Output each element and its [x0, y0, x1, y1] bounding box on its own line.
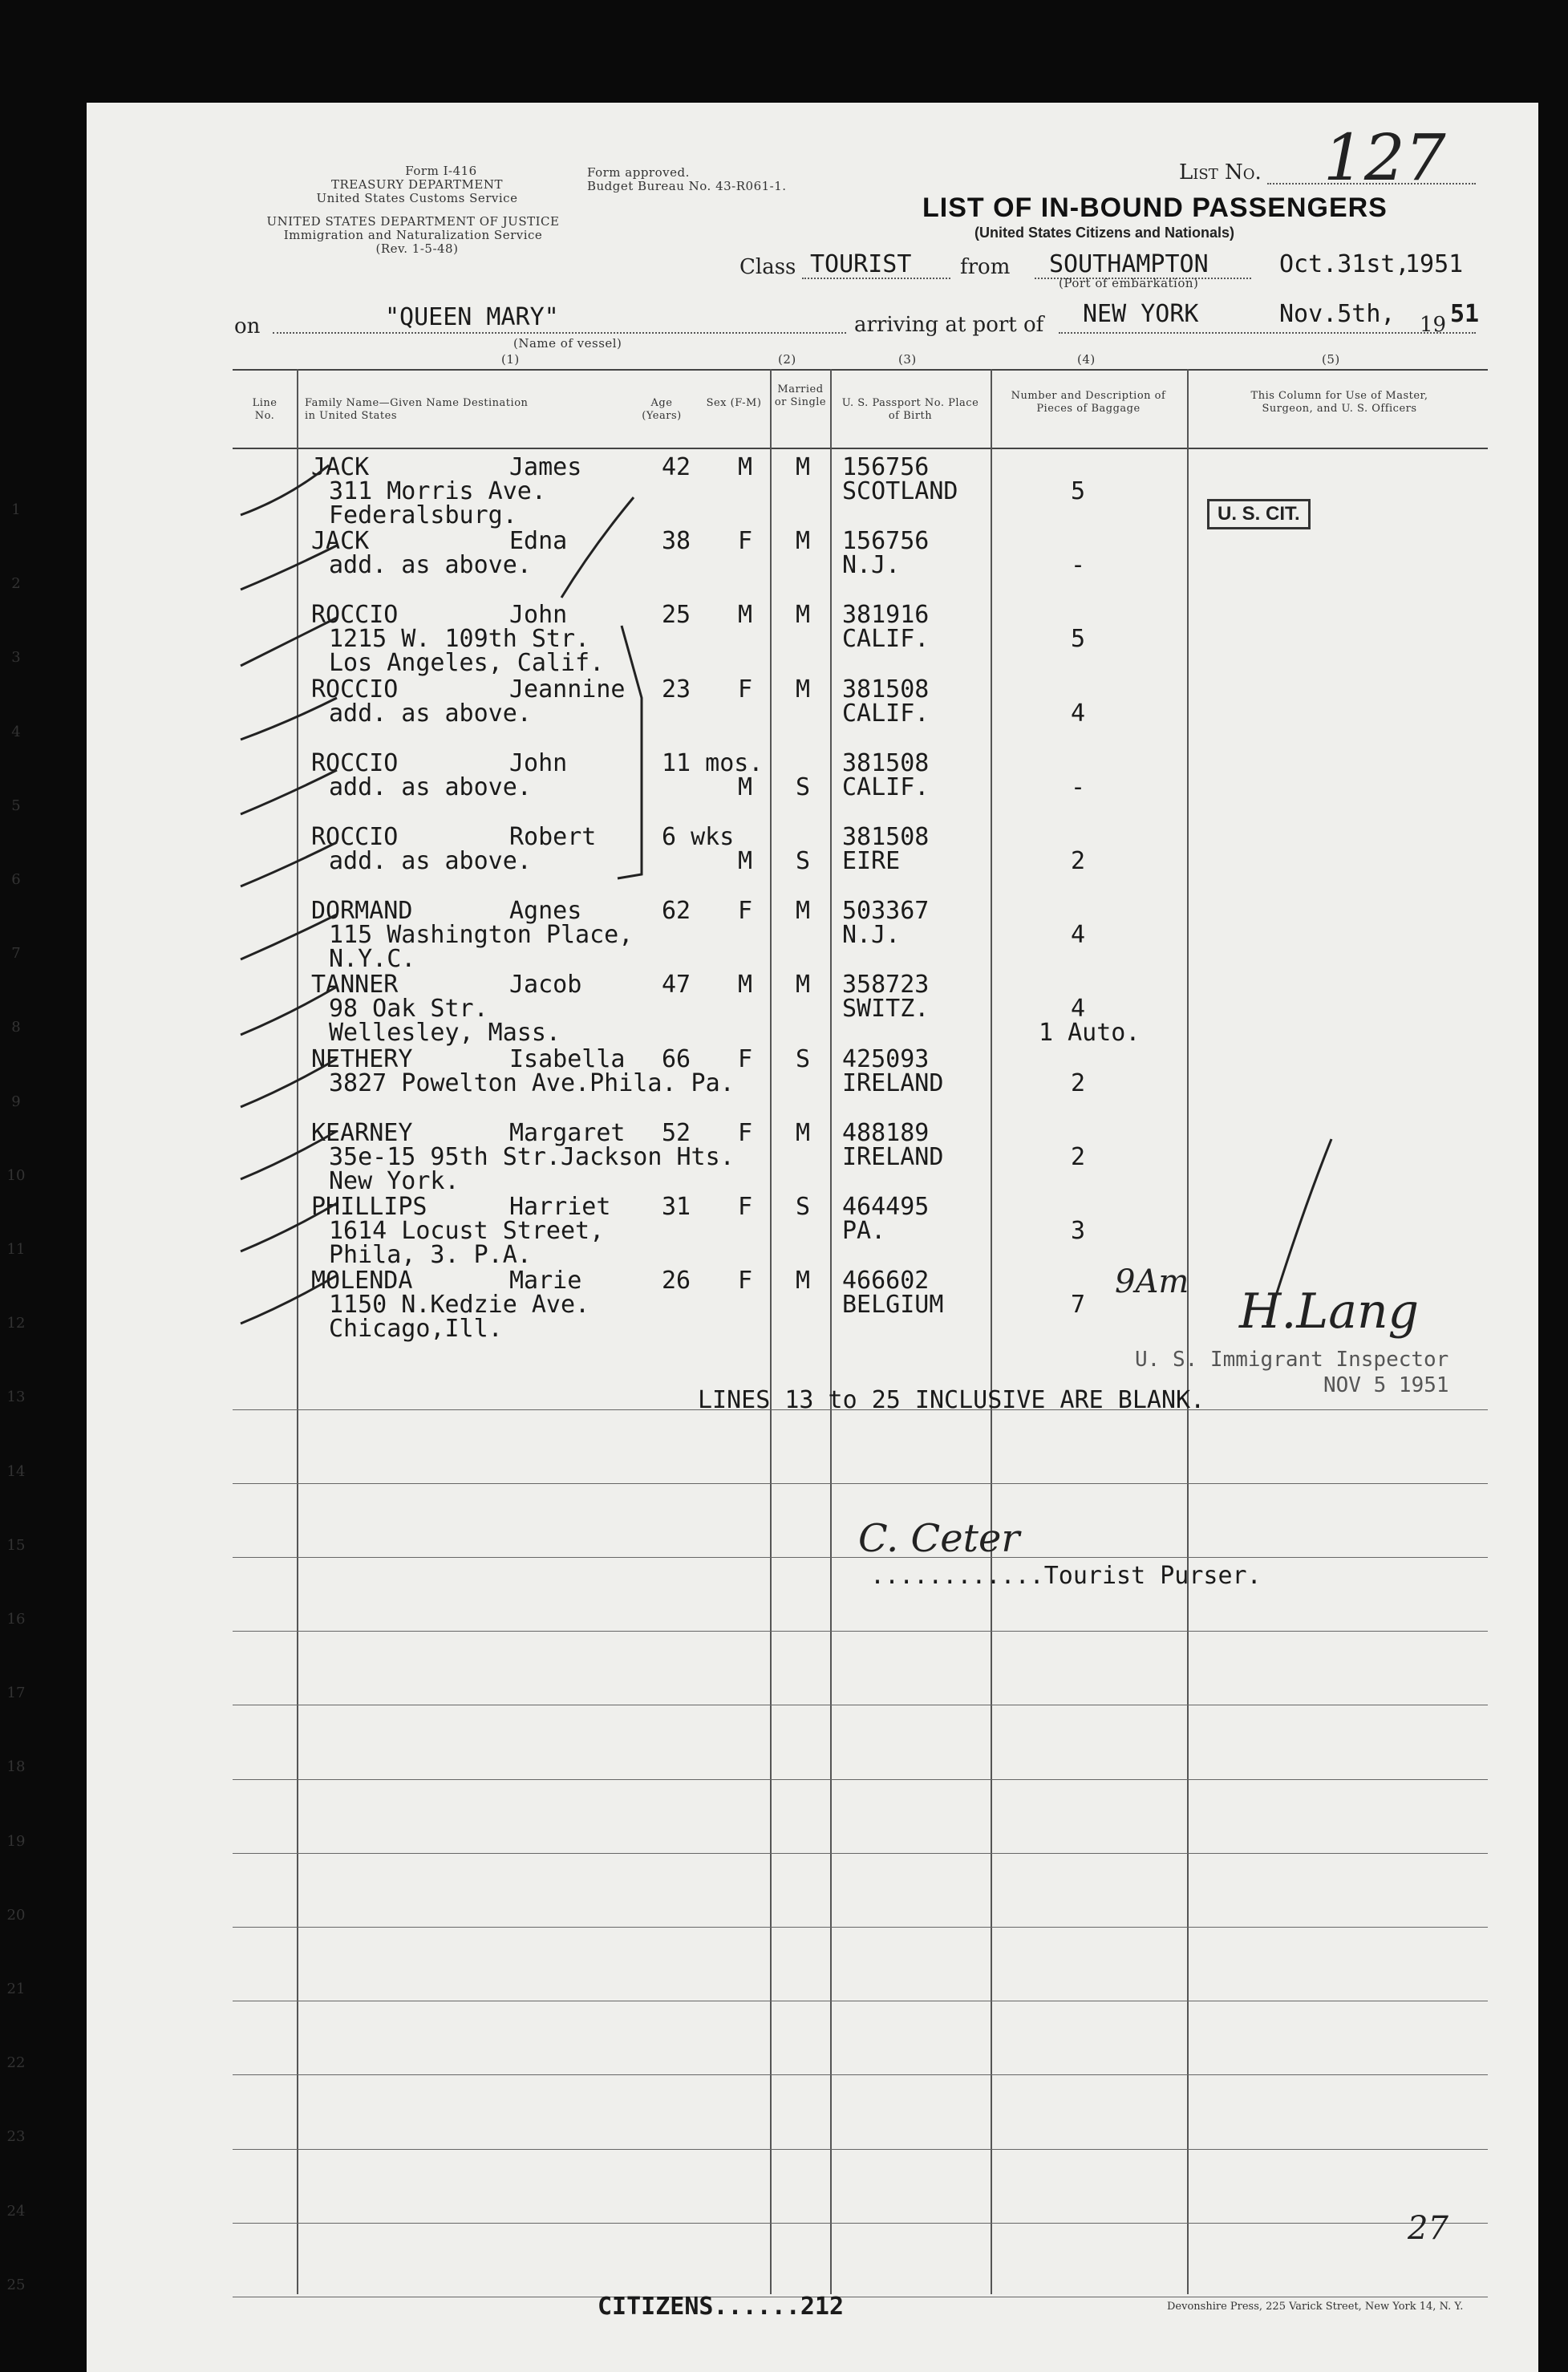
line-number: 13	[6, 1389, 26, 1406]
passport-number: 464495	[842, 1193, 930, 1221]
header-name: Family Name—Given Name Destination in United States	[305, 397, 529, 422]
budget-label: Budget Bureau No. 43-R061-1.	[587, 179, 787, 193]
header-officers: This Column for Use of Master, Surgeon, and U. S. Officers	[1250, 390, 1428, 415]
passport-number: 425093	[842, 1044, 930, 1073]
line-number: 5	[11, 797, 21, 814]
line-number: 10	[6, 1166, 26, 1184]
address-line-1: 1150 N.Kedzie Ave.	[329, 1291, 590, 1320]
customs-label: United States Customs Service	[316, 191, 518, 205]
marital-status: M	[796, 601, 811, 630]
baggage: 2	[1071, 1142, 1086, 1171]
vessel-caption: (Name of vessel)	[513, 336, 622, 351]
class-label: Class	[739, 255, 796, 279]
age: 26	[662, 1267, 691, 1295]
line-number: 3	[11, 649, 21, 667]
line-number: 7	[11, 945, 21, 963]
place-of-birth: N.J.	[842, 921, 901, 950]
purser-signature: C. Ceter	[858, 1516, 1020, 1561]
line-number: 4	[11, 723, 21, 740]
passport-number: 358723	[842, 971, 930, 999]
sex: F	[738, 1044, 753, 1073]
marital-status: S	[796, 772, 811, 801]
column-number: (4)	[1077, 352, 1096, 367]
marital-status: M	[796, 1118, 811, 1147]
passport-number: 156756	[842, 453, 930, 481]
sex: M	[738, 601, 753, 630]
header-married: Married or Single	[774, 383, 827, 408]
family-name: ROCCIO	[311, 748, 399, 777]
inspector-time: 9Am	[1115, 1263, 1189, 1300]
depart-year: 1951	[1405, 250, 1464, 278]
family-name: NETHERY	[311, 1044, 413, 1073]
line-number: 12	[6, 1315, 26, 1332]
passport-number: 466602	[842, 1267, 930, 1295]
line-number: 9	[11, 1093, 21, 1110]
line-number: 19	[6, 1832, 26, 1850]
address-line-1: 1614 Locust Street,	[329, 1217, 605, 1245]
family-name: DORMAND	[311, 897, 413, 926]
place-of-birth: BELGIUM	[842, 1291, 944, 1320]
line-number: 2	[11, 575, 21, 593]
line-number: 25	[6, 2276, 26, 2293]
inspector-stamp: U. S. Immigrant Inspector	[1135, 1348, 1449, 1372]
address-line-1: 1215 W. 109th Str.	[329, 625, 590, 654]
inspector-signature: H.Lang	[1239, 1283, 1420, 1340]
given-name: Isabella	[509, 1044, 626, 1073]
address-line-2: New York.	[329, 1166, 460, 1195]
family-name: TANNER	[311, 971, 399, 999]
port-caption: (Port of embarkation)	[1059, 276, 1199, 290]
age: 38	[662, 527, 691, 556]
line-number: 23	[6, 2128, 26, 2146]
sex: F	[738, 1118, 753, 1147]
line-number: 21	[6, 1981, 26, 1997]
baggage: 2	[1071, 1068, 1086, 1097]
address-line-2: Los Angeles, Calif.	[329, 649, 605, 678]
age: 31	[662, 1193, 691, 1221]
header-sex: Sex (F-M)	[706, 397, 762, 409]
line-number: 15	[6, 1536, 26, 1554]
column-number: (3)	[898, 352, 917, 367]
us-cit-stamp: U. S. CIT.	[1207, 499, 1311, 529]
from-label: from	[960, 255, 1011, 279]
margin-mark: 27	[1408, 2210, 1448, 2247]
given-name: James	[509, 453, 582, 481]
header-line-no: Line No.	[252, 397, 278, 422]
family-name: ROCCIO	[311, 823, 399, 851]
sex: M	[738, 772, 753, 801]
sex: F	[738, 1267, 753, 1295]
header-baggage: Number and Description of Pieces of Baggage	[1011, 390, 1166, 415]
family-name: PHILLIPS	[311, 1193, 427, 1221]
given-name: Robert	[509, 823, 597, 851]
baggage: 4	[1071, 921, 1086, 950]
from-value: SOUTHAMPTON	[1049, 250, 1209, 278]
passport-number: 488189	[842, 1118, 930, 1147]
marital-status: S	[796, 1044, 811, 1073]
age: 11 mos.	[662, 748, 764, 777]
address-line-1: 311 Morris Ave.	[329, 477, 546, 505]
address-line-1: add. as above.	[329, 551, 532, 580]
baggage: -	[1071, 551, 1086, 580]
list-no-value: 127	[1323, 120, 1446, 195]
given-name: Harriet	[509, 1193, 611, 1221]
form-number: Form I-416	[405, 164, 477, 178]
place-of-birth: PA.	[842, 1217, 886, 1245]
marital-status: M	[796, 453, 811, 481]
baggage-extra: 1 Auto.	[1039, 1019, 1141, 1048]
given-name: John	[509, 748, 568, 777]
arrival-year-prefix: 19	[1420, 313, 1447, 337]
age: 6 wks	[662, 823, 735, 851]
line-number: 11	[6, 1241, 26, 1258]
address-line-2: Wellesley, Mass.	[329, 1019, 561, 1048]
place-of-birth: IRELAND	[842, 1142, 944, 1171]
family-name: KEARNEY	[311, 1118, 413, 1147]
approved-label: Form approved.	[587, 165, 690, 180]
address-line-2: Federalsburg.	[329, 501, 517, 529]
marital-status: S	[796, 847, 811, 875]
given-name: Jacob	[509, 971, 582, 999]
passport-number: 503367	[842, 897, 930, 926]
baggage: 5	[1071, 625, 1086, 654]
page-subtitle: (United States Citizens and Nationals)	[974, 225, 1235, 241]
address-line-2: Phila, 3. P.A.	[329, 1241, 532, 1269]
place-of-birth: SWITZ.	[842, 995, 930, 1024]
address-line-1: 115 Washington Place,	[329, 921, 634, 950]
passport-number: 156756	[842, 527, 930, 556]
age: 66	[662, 1044, 691, 1073]
sex: F	[738, 527, 753, 556]
arrival-port: NEW YORK	[1083, 300, 1199, 328]
address-line-1: add. as above.	[329, 699, 532, 728]
address-line-2: N.Y.C.	[329, 945, 416, 974]
address-line-1: add. as above.	[329, 847, 532, 875]
baggage: 3	[1071, 1217, 1086, 1245]
baggage: 2	[1071, 847, 1086, 875]
address-line-2: Chicago,Ill.	[329, 1315, 503, 1344]
line-number: 20	[6, 1906, 26, 1924]
marital-status: M	[796, 527, 811, 556]
sex: M	[738, 847, 753, 875]
given-name: Agnes	[509, 897, 582, 926]
sex: M	[738, 453, 753, 481]
blank-lines-note: LINES 13 to 25 INCLUSIVE ARE BLANK.	[698, 1386, 1205, 1414]
marital-status: S	[796, 1193, 811, 1221]
treasury-label: TREASURY DEPARTMENT	[331, 177, 503, 192]
family-name: MOLENDA	[311, 1267, 413, 1295]
ins-label: Immigration and Naturalization Service	[283, 228, 543, 242]
printer-imprint: Devonshire Press, 225 Varick Street, New York 14, N. Y.	[1167, 2301, 1464, 2313]
sex: F	[738, 675, 753, 703]
line-number: 22	[6, 2054, 26, 2072]
passport-number: 381916	[842, 601, 930, 630]
line-number: 16	[6, 1611, 26, 1628]
on-label: on	[234, 314, 261, 339]
justice-label: UNITED STATES DEPARTMENT OF JUSTICE	[266, 214, 560, 229]
place-of-birth: EIRE	[842, 847, 901, 875]
passport-number: 381508	[842, 675, 930, 703]
class-value: TOURIST	[810, 250, 912, 278]
arrival-date: Nov.5th,	[1279, 300, 1396, 328]
column-number: (5)	[1322, 352, 1340, 367]
sex: F	[738, 1193, 753, 1221]
marital-status: M	[796, 1267, 811, 1295]
address-line-1: 35e-15 95th Str.Jackson Hts.	[329, 1142, 735, 1171]
line-number: 1	[11, 501, 21, 518]
depart-date: Oct.31st,	[1279, 250, 1410, 278]
family-name: ROCCIO	[311, 601, 399, 630]
line-number: 14	[6, 1462, 26, 1480]
family-name: JACK	[311, 527, 370, 556]
given-name: John	[509, 601, 568, 630]
place-of-birth: CALIF.	[842, 699, 930, 728]
place-of-birth: CALIF.	[842, 625, 930, 654]
age: 25	[662, 601, 691, 630]
family-name: ROCCIO	[311, 675, 399, 703]
place-of-birth: SCOTLAND	[842, 477, 958, 505]
given-name: Jeannine	[509, 675, 626, 703]
place-of-birth: IRELAND	[842, 1068, 944, 1097]
given-name: Marie	[509, 1267, 582, 1295]
column-number: (2)	[778, 352, 796, 367]
marital-status: M	[796, 971, 811, 999]
header-passport: U. S. Passport No. Place of Birth	[841, 397, 979, 422]
sex: F	[738, 897, 753, 926]
column-number: (1)	[501, 352, 520, 367]
age: 42	[662, 453, 691, 481]
marital-status: M	[796, 897, 811, 926]
age: 62	[662, 897, 691, 926]
age: 23	[662, 675, 691, 703]
baggage: 4	[1071, 995, 1086, 1024]
address-line-1: 3827 Powelton Ave.Phila. Pa.	[329, 1068, 735, 1097]
given-name: Margaret	[509, 1118, 626, 1147]
list-no-label: List No.	[1179, 160, 1262, 184]
passport-number: 381508	[842, 823, 930, 851]
header-age: Age (Years)	[642, 397, 682, 422]
baggage: 7	[1071, 1291, 1086, 1320]
rev-label: (Rev. 1-5-48)	[375, 241, 459, 256]
inspector-date-stamp: NOV 5 1951	[1323, 1373, 1449, 1397]
baggage: 4	[1071, 699, 1086, 728]
purser-line: ............Tourist Purser.	[870, 1562, 1262, 1590]
arriving-label: arriving at port of	[854, 313, 1044, 337]
line-number: 17	[6, 1685, 26, 1702]
age: 52	[662, 1118, 691, 1147]
line-number: 18	[6, 1758, 26, 1776]
given-name: Edna	[509, 527, 568, 556]
citizens-total: CITIZENS......212	[598, 2293, 845, 2321]
place-of-birth: CALIF.	[842, 772, 930, 801]
line-number: 24	[6, 2202, 26, 2220]
sex: M	[738, 971, 753, 999]
baggage: -	[1071, 772, 1086, 801]
marital-status: M	[796, 675, 811, 703]
arrival-year-suffix: 51	[1450, 300, 1480, 328]
family-name: JACK	[311, 453, 370, 481]
place-of-birth: N.J.	[842, 551, 901, 580]
address-line-1: 98 Oak Str.	[329, 995, 488, 1024]
address-line-1: add. as above.	[329, 772, 532, 801]
passport-number: 381508	[842, 748, 930, 777]
line-number: 8	[11, 1019, 21, 1036]
line-number: 6	[11, 871, 21, 888]
vessel-name: "QUEEN MARY"	[385, 303, 559, 331]
page-title: LIST OF IN-BOUND PASSENGERS	[922, 193, 1388, 223]
age: 47	[662, 971, 691, 999]
baggage: 5	[1071, 477, 1086, 505]
